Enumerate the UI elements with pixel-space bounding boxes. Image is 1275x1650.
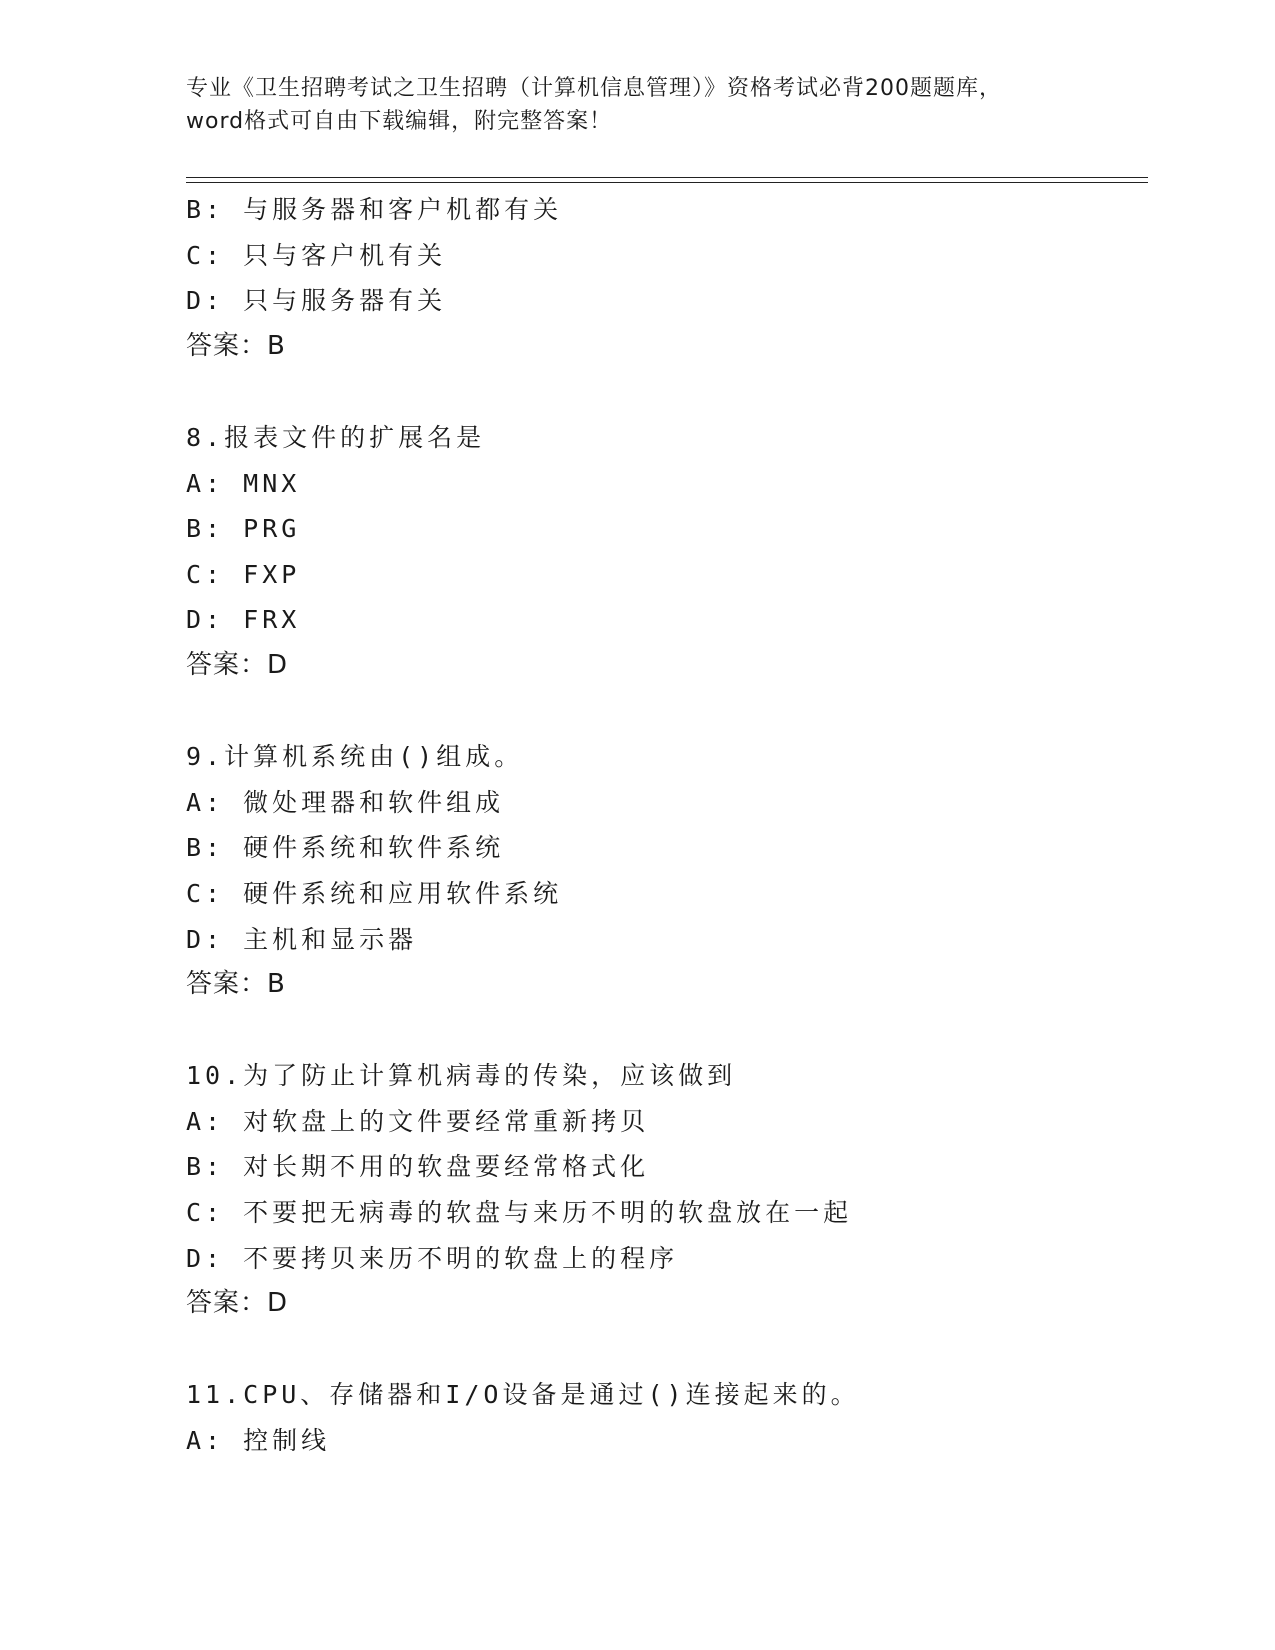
q8-answer: 答案：D — [186, 649, 289, 680]
q8-option-b: B: PRG — [186, 514, 301, 544]
question-9-block — [186, 734, 1136, 1008]
q9-option-c: C: 硬件系统和应用软件系统 — [186, 878, 563, 908]
q10-option-d: D: 不要拷贝来历不明的软盘上的程序 — [186, 1243, 679, 1273]
header-divider-top — [186, 177, 1148, 178]
q8-question: 8.报表文件的扩展名是 — [186, 422, 486, 452]
spacer — [186, 1327, 1136, 1373]
header-divider-bottom — [186, 182, 1148, 183]
q9-answer: 答案：B — [186, 969, 286, 1000]
spacer — [186, 1008, 1136, 1054]
q8-option-c: C: FXP — [186, 559, 301, 589]
spacer — [186, 689, 1136, 735]
question-8-block — [186, 415, 1136, 689]
q9-option-a: A: 微处理器和软件组成 — [186, 787, 505, 817]
question-11-block — [186, 1372, 1136, 1463]
q9-question: 9.计算机系统由()组成。 — [186, 742, 524, 772]
header-line-1: 专业《卫生招聘考试之卫生招聘（计算机信息管理）》资格考试必背200题题库， — [186, 76, 1002, 101]
q9-option-d: D: 主机和显示器 — [186, 924, 418, 954]
q9-option-b: B: 硬件系统和软件系统 — [186, 833, 505, 863]
spacer — [186, 369, 1136, 415]
q8-option-a: A: MNX — [186, 468, 301, 498]
q10-option-a: A: 对软盘上的文件要经常重新拷贝 — [186, 1106, 650, 1136]
q11-option-a: A: 控制线 — [186, 1426, 331, 1456]
q10-question: 10.为了防止计算机病毒的传染，应该做到 — [186, 1061, 737, 1091]
q7-answer: 答案：B — [186, 330, 286, 361]
question-list — [186, 187, 1136, 1464]
q7-option-c: C: 只与客户机有关 — [186, 240, 447, 270]
q10-option-b: B: 对长期不用的软盘要经常格式化 — [186, 1152, 650, 1182]
q11-question: 11.CPU、存储器和I/O设备是通过()连接起来的。 — [186, 1380, 860, 1410]
question-7-block — [186, 187, 1136, 369]
header-line-2: word格式可自由下载编辑，附完整答案！ — [186, 109, 613, 134]
q7-option-d: D: 只与服务器有关 — [186, 286, 447, 316]
q10-option-c: C: 不要把无病毒的软盘与来历不明的软盘放在一起 — [186, 1198, 853, 1228]
question-10-block — [186, 1053, 1136, 1327]
document-header — [186, 72, 1086, 138]
q7-option-b: B: 与服务器和客户机都有关 — [186, 195, 563, 224]
q8-option-d: D: FRX — [186, 605, 301, 635]
q10-answer: 答案：D — [186, 1288, 289, 1319]
